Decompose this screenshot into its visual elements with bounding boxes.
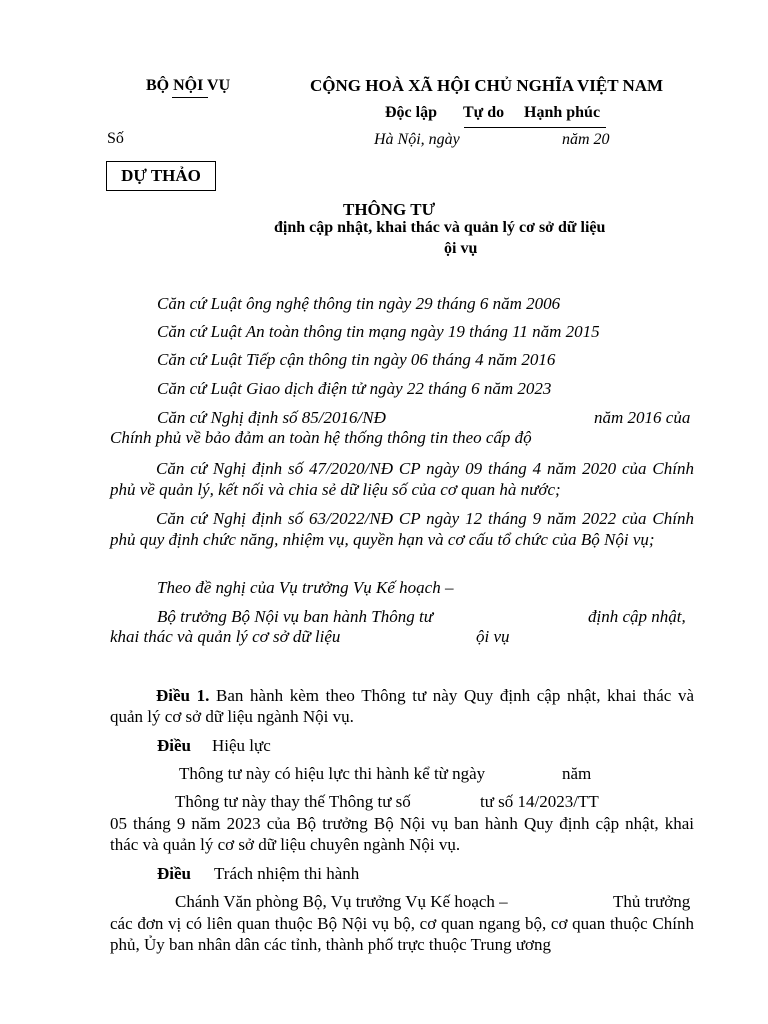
document-type: THÔNG TƯ [343, 200, 436, 219]
ministry-underline [172, 97, 208, 98]
basis-proposal: Theo đề nghị của Vụ trưởng Vụ Kế hoạch – [157, 578, 454, 597]
draft-stamp: DỰ THẢO [106, 161, 216, 191]
article-2-title: Hiệu lực [212, 736, 271, 755]
basis-decree-85-b: năm 2016 của [594, 408, 691, 427]
republic-name: CỘNG HOÀ XÃ HỘI CHỦ NGHĨA VIỆT NAM [310, 76, 664, 95]
basis-decree-85-line-2: Chính phủ về bảo đảm an toàn hệ thống thông tin theo cấp độ [110, 428, 532, 447]
title-line-1: định cập nhật, khai thác và quản lý cơ sở dữ liệu [274, 219, 606, 236]
article-3-p1b: Thủ trưởng [613, 892, 691, 911]
title-line-2: ội vụ [444, 240, 478, 257]
basis-decree-85-a: Căn cứ Nghị định số 85/2016/NĐ [157, 408, 386, 427]
motto-independence: Độc lập [385, 104, 437, 121]
ministry-name: BỘ NỘI VỤ [146, 77, 231, 94]
article-2-clause-2-rest: 05 tháng 9 năm 2023 của Bộ trưởng Bộ Nội vụ ban hành Quy định cập nhật, khai thác và quản lý cơ sở dữ liệu chuyên ngành Nội vụ. [110, 814, 694, 854]
article-1-label: Điều 1. [156, 686, 210, 705]
article-3-p1-rest: các đơn vị có liên quan thuộc Bộ Nội vụ bộ, cơ quan ngang bộ, cơ quan thuộc Chính phủ, Ủy ban nhân dân các tỉnh, thành phố trực thuộc Trung ương [110, 914, 694, 954]
number-label: Số [107, 130, 124, 147]
issuance-line-1b: định cập nhật, [588, 607, 686, 626]
article-3-title: Trách nhiệm thi hành [214, 864, 360, 883]
issuance-line-1a: Bộ trưởng Bộ Nội vụ ban hành Thông tư [157, 607, 434, 626]
article-2-label: Điều [157, 736, 191, 755]
basis-cybersecurity-law: Căn cứ Luật An toàn thông tin mạng ngày 19 tháng 11 năm 2015 [157, 322, 600, 341]
basis-decree-63: Căn cứ Nghị định số 63/2022/NĐ CP ngày 12 tháng 9 năm 2022 của Chính phủ quy định chức năng, nhiệm vụ, quyền hạn và cơ cấu tổ chức của Bộ Nội vụ; [110, 509, 694, 549]
basis-access-info-law: Căn cứ Luật Tiếp cận thông tin ngày 06 tháng 4 năm 2016 [157, 350, 556, 369]
article-2-clause-2b: tư số 14/2023/TT [480, 792, 599, 811]
basis-decree-47: Căn cứ Nghị định số 47/2020/NĐ CP ngày 09 tháng 4 năm 2020 của Chính phủ về quản lý, kết nối và chia sẻ dữ liệu số của cơ quan hà nước; [110, 459, 694, 499]
motto-underline [464, 127, 606, 128]
article-2-clause-1a: Thông tư này có hiệu lực thi hành kể từ ngày [179, 764, 486, 783]
article-3-label: Điều [157, 864, 191, 883]
article-2-clause-1b: năm [562, 764, 592, 783]
article-2-clause-2a: Thông tư này thay thế Thông tư số [175, 792, 411, 811]
motto-happiness: Hạnh phúc [524, 104, 601, 121]
issuance-line-2b: ội vụ [476, 627, 510, 646]
basis-e-transaction-law: Căn cứ Luật Giao dịch điện tử ngày 22 tháng 6 năm 2023 [157, 379, 552, 398]
article-3-p1a: Chánh Văn phòng Bộ, Vụ trưởng Vụ Kế hoạch – [175, 892, 508, 911]
article-1 [110, 685, 694, 727]
motto-freedom: Tự do [463, 104, 505, 121]
place-date: Hà Nội, ngày [374, 131, 460, 148]
article-1-text: Ban hành kèm theo Thông tư này Quy định cập nhật, khai thác và quản lý cơ sở dữ liệu ngành Nội vụ. [110, 686, 695, 726]
issuance-line-2a: khai thác và quản lý cơ sở dữ liệu [110, 627, 341, 646]
basis-it-law: Căn cứ Luật ông nghệ thông tin ngày 29 tháng 6 năm 2006 [157, 294, 561, 313]
date-year: năm 20 [562, 131, 610, 148]
